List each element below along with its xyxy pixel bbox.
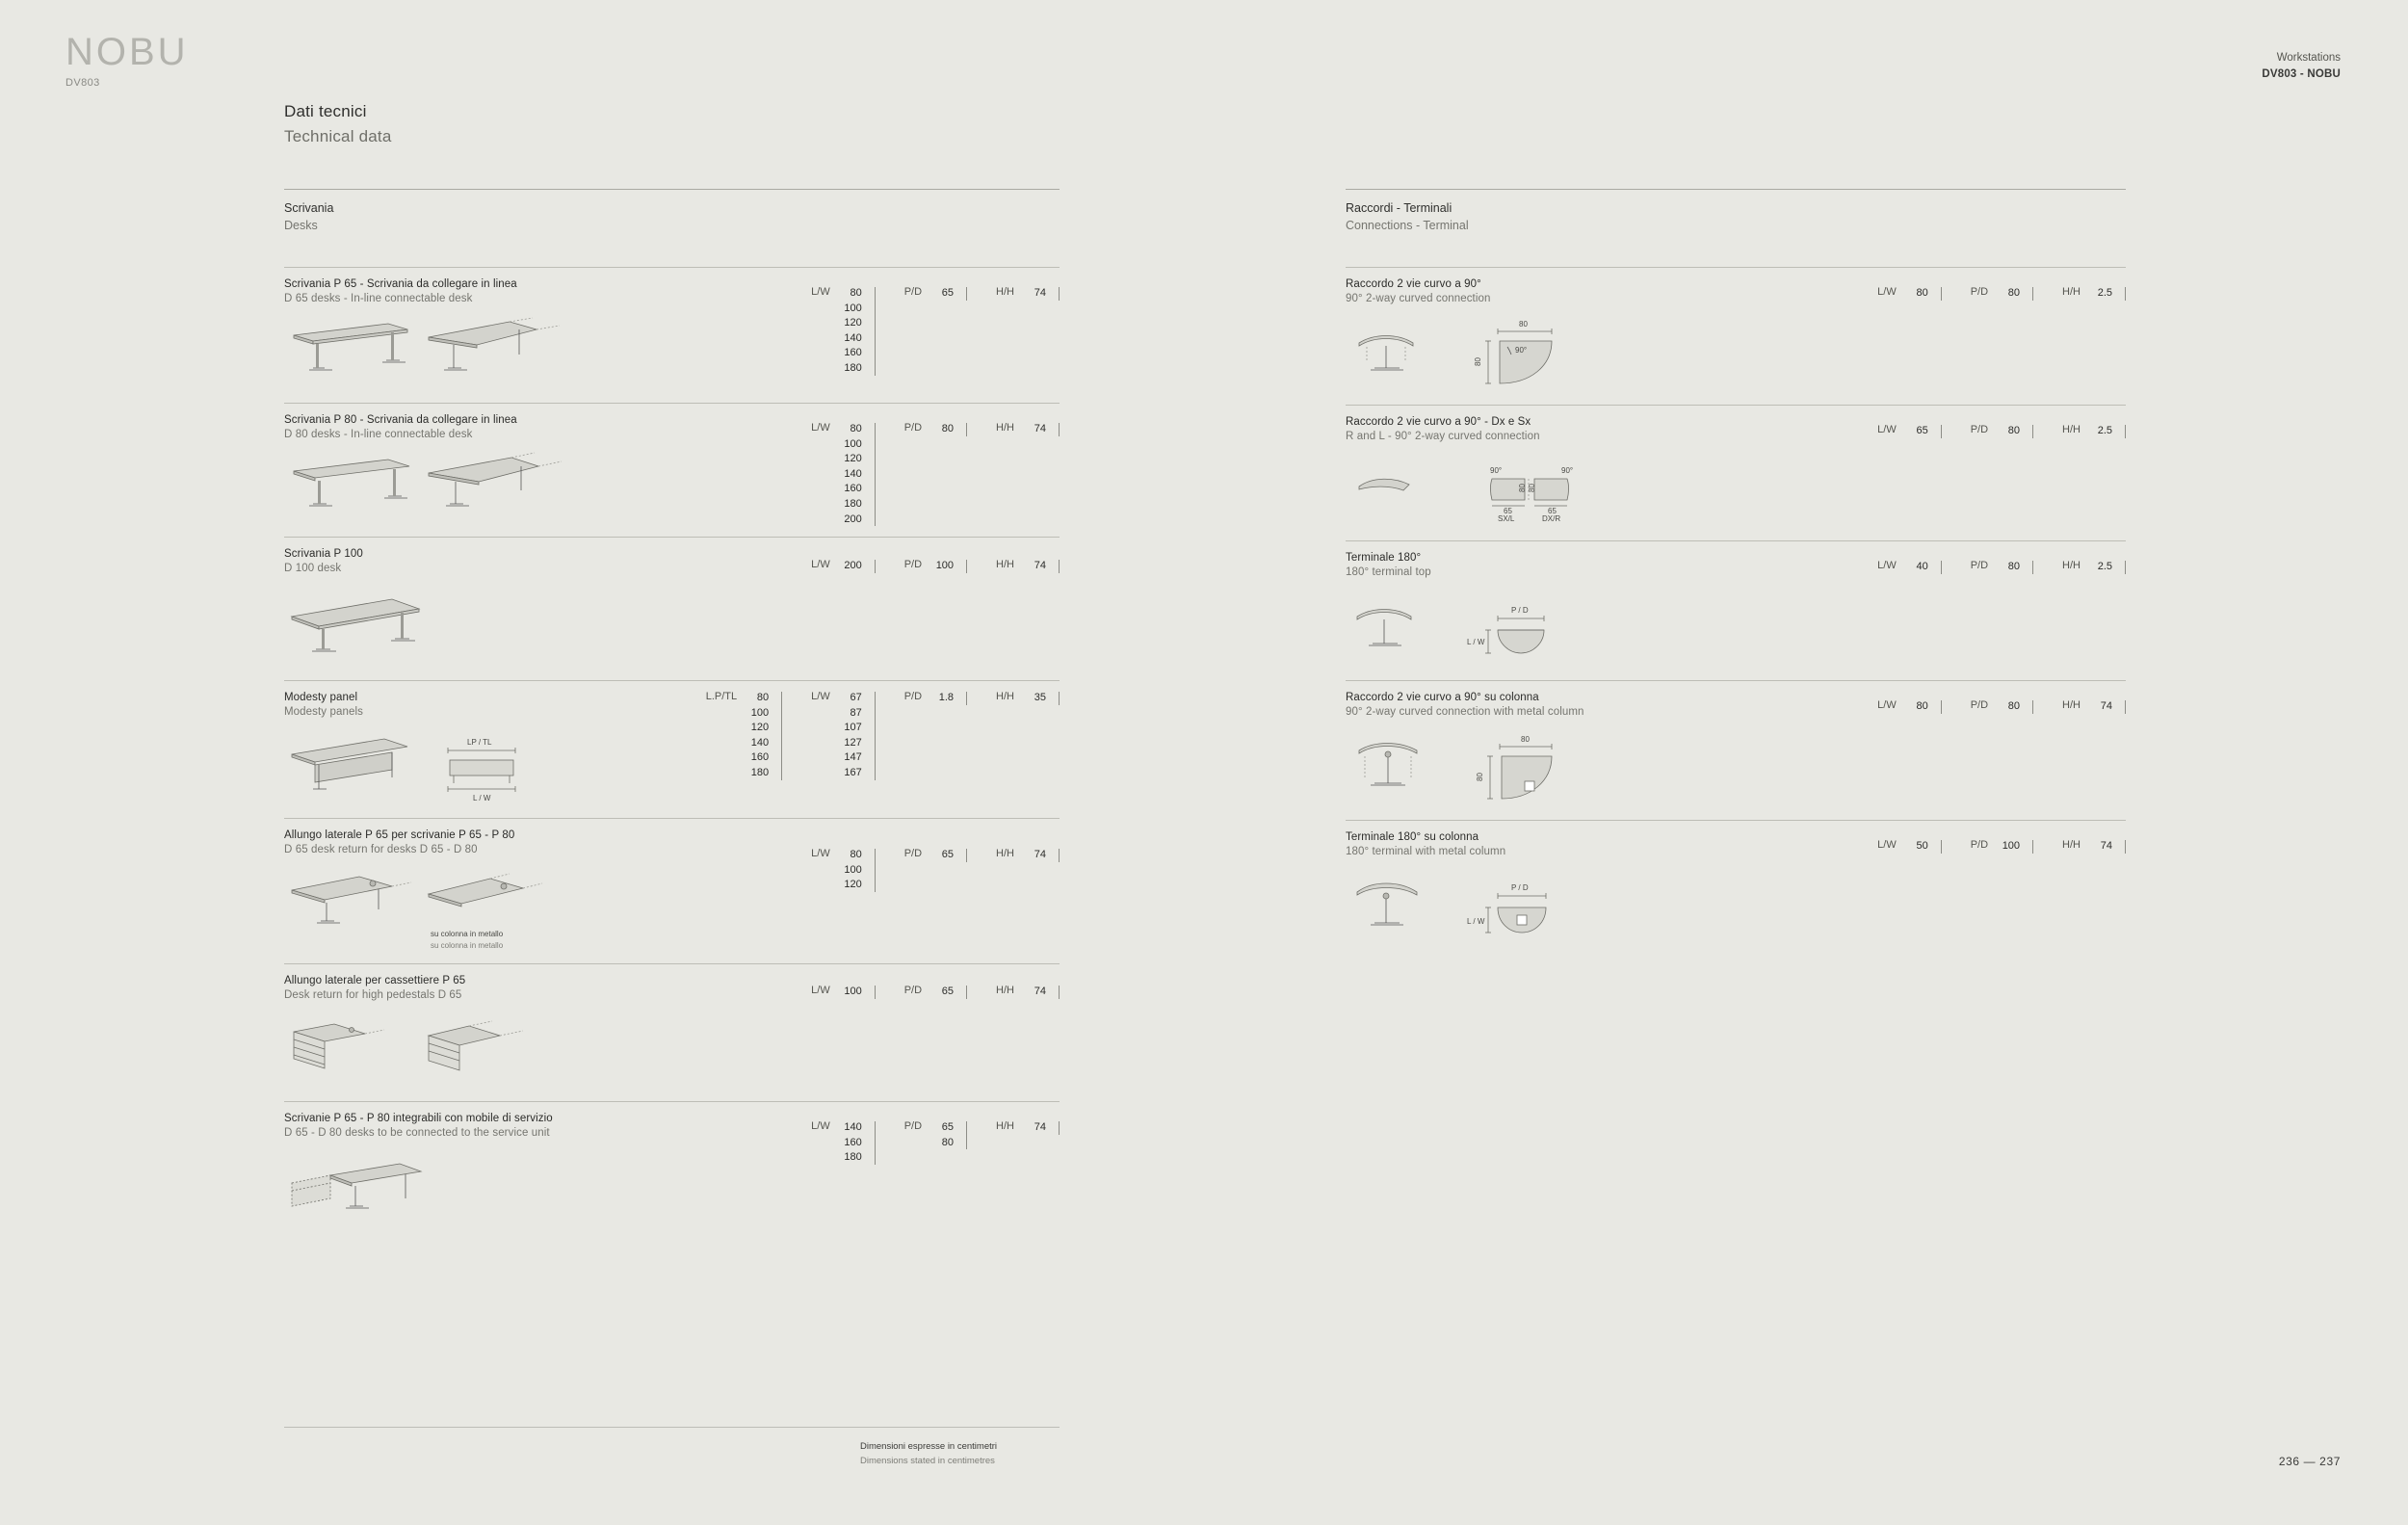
row-specs [782,848,1060,893]
spec-h: H/H 2.5 [2062,286,2126,302]
fig-label-angle-right: 90° [1561,466,1574,475]
page-header-right [2262,50,2341,82]
spec-pd: P/D 80 [1971,699,2033,715]
table-row [284,680,1060,804]
row-specs [677,691,1060,781]
fig-label-b2: 65 [1548,507,1557,515]
row-title-it: Terminale 180° [1346,552,1422,564]
row-title-it: Scrivania P 100 [284,548,363,560]
header-product: DV803 - NOBU [2262,67,2341,80]
fig-label-top: 80 [1521,735,1530,744]
figure-desk-p100 [284,593,1060,659]
right-column [1346,189,2126,938]
row-specs [782,985,1060,1000]
table-row [284,537,1060,659]
row-title-en: D 100 desk [284,563,342,574]
spec-lw: L/W 200 [811,559,876,574]
footer-divider [284,1427,1060,1428]
row-specs [782,1120,1060,1166]
spec-lw: L/W 80 100 120 140 160 180 200 [811,422,876,527]
fig-label-pd: P / D [1511,883,1529,892]
spec-lw: L/W 40 [1877,560,1942,575]
fig-label-top: 80 [1519,320,1528,329]
row-title-en: 180° terminal with metal column [1346,846,1506,857]
section-title-en: Connections - Terminal [1346,219,1469,232]
row-title-en: 180° terminal top [1346,566,1431,578]
spec-pd: P/D 100 [1971,839,2033,855]
row-title-it: Allungo laterale per cassettiere P 65 [284,975,466,986]
spec-pd: P/D 80 [904,422,967,437]
spec-pd: P/D 65 [904,848,967,863]
row-title-en: D 80 desks - In-line connectable desk [284,429,473,440]
spec-h: H/H 74 [996,848,1060,863]
spec-pd: P/D 100 [904,559,967,574]
footer-note-en: Dimensions stated in centimetres [860,1456,995,1467]
table-row [284,403,1060,525]
spec-lw: L/W 80 100 120 140 160 180 [811,286,876,377]
row-title-en: 90° 2-way curved connection [1346,293,1491,304]
row-specs [782,286,1060,377]
spec-lw: L/W 80 [1877,286,1942,302]
row-title-en: D 65 - D 80 desks to be connected to the service unit [284,1127,550,1139]
brand-name: NOBU [65,31,189,73]
table-row [284,1101,1060,1216]
spec-lw: L/W 65 [1877,424,1942,439]
spec-h: H/H 35 [996,691,1060,706]
spec-h: H/H 2.5 [2062,560,2126,575]
spec-pd: P/D 65 [904,985,967,1000]
brand-code: DV803 [65,77,100,89]
row-title-en: D 65 desks - In-line connectable desk [284,293,473,304]
figure-90-connection [1346,318,2126,387]
table-row [1346,405,2126,521]
spec-h: H/H 2.5 [2062,424,2126,439]
row-specs [1848,286,2126,302]
row-specs [1848,424,2126,439]
row-title-it: Modesty panel [284,692,358,703]
row-title-en: Desk return for high pedestals D 65 [284,989,462,1001]
footer-note-it: Dimensioni espresse in centimetri [860,1441,998,1452]
fig-label-lw: L / W [1467,638,1485,646]
spec-pd: P/D 65 80 [904,1120,967,1150]
row-specs [1848,839,2126,855]
figure-note-en: su colonna in metallo [431,941,504,950]
spec-lw: L/W 80 [1877,699,1942,715]
figure-note-it: su colonna in metallo [431,930,504,938]
fig-label-v1: 80 [1518,484,1527,492]
fig-label-b1: 65 [1504,507,1512,515]
page-title-en: Technical data [284,127,392,145]
page-title-it: Dati tecnici [284,102,367,120]
fig-label-v2: 80 [1528,484,1536,492]
page-title [284,102,391,146]
table-row [1346,820,2126,938]
spec-lw: L/W 50 [1877,839,1942,855]
table-row [1346,540,2126,661]
spec-h: H/H 74 [996,422,1060,437]
fig-label-angle-left: 90° [1490,466,1503,475]
spec-h: H/H 74 [996,1120,1060,1136]
row-title-it: Allungo laterale P 65 per scrivanie P 65 - P 80 [284,829,515,841]
figure-note [431,929,1060,952]
page-number: 236 — 237 [2278,1455,2341,1468]
table-row [284,963,1060,1078]
row-title-it: Raccordo 2 vie curvo a 90° su colonna [1346,692,1539,703]
spec-lw: L/W 67 87 107 127 147 167 [811,691,876,781]
spec-lptl: L.P/TL 80 100 120 140 160 180 [706,691,782,781]
row-title-it: Scrivanie P 65 - P 80 integrabili con mobile di servizio [284,1113,553,1124]
row-title-en: Modesty panels [284,706,363,718]
spec-pd: P/D 65 [904,286,967,302]
figure-90-connection-column [1346,731,2126,802]
fig-label-angle: 90° [1515,346,1528,355]
spec-lw: L/W 140 160 180 [811,1120,876,1166]
row-specs [1848,699,2126,715]
section-title-it: Scrivania [284,201,334,215]
row-title-it: Raccordo 2 vie curvo a 90° [1346,278,1481,290]
fig-label-bottom: L / W [473,794,491,802]
fig-label-lw: L / W [1467,917,1485,926]
row-specs [1848,560,2126,575]
figure-terminal-180 [1346,593,2126,661]
spec-lw: L/W 100 [811,985,876,1000]
row-title-it: Raccordo 2 vie curvo a 90° - Dx e Sx [1346,416,1531,428]
row-specs [782,559,1060,574]
table-row [284,267,1060,383]
spec-h: H/H 74 [2062,699,2126,715]
spec-pd: P/D 80 [1971,286,2033,302]
row-title-en: 90° 2-way curved connection with metal column [1346,706,1584,718]
figure-90-connection-rl [1346,458,2126,521]
table-row [1346,267,2126,387]
left-column [284,189,1060,1216]
spec-h: H/H 74 [996,559,1060,574]
spec-pd: P/D 80 [1971,560,2033,575]
row-title-it: Terminale 180° su colonna [1346,831,1479,843]
fig-label-sx: SX/L [1498,514,1515,523]
spec-h: H/H 74 [996,286,1060,302]
spec-lw: L/W 80 100 120 [811,848,876,893]
table-row [284,818,1060,952]
spec-h: H/H 74 [2062,839,2126,855]
row-title-en: D 65 desk return for desks D 65 - D 80 [284,844,478,855]
section-title-en: Desks [284,219,318,232]
fig-label-left: 80 [1476,773,1484,781]
spec-pd: P/D 1.8 [904,691,967,706]
section-header-connections [1346,189,2126,232]
figure-terminal-180-column [1346,871,2126,938]
row-specs [782,422,1060,527]
fig-label-dx: DX/R [1542,514,1561,523]
table-row [1346,680,2126,802]
spec-h: H/H 74 [996,985,1060,1000]
fig-label-top: LP / TL [467,738,492,747]
row-title-it: Scrivania P 80 - Scrivania da collegare in linea [284,414,517,426]
fig-label-left: 80 [1474,357,1482,366]
brand-block [65,33,189,89]
row-title-en: R and L - 90° 2-way curved connection [1346,431,1540,442]
footer-note [860,1439,997,1468]
header-category: Workstations [2276,52,2341,64]
section-title-it: Raccordi - Terminali [1346,201,1453,215]
fig-label-pd: P / D [1511,606,1529,615]
figure-pedestal-return [284,1012,1060,1078]
row-title-it: Scrivania P 65 - Scrivania da collegare in linea [284,278,517,290]
spec-pd: P/D 80 [1971,424,2033,439]
section-header-desks [284,189,1060,232]
